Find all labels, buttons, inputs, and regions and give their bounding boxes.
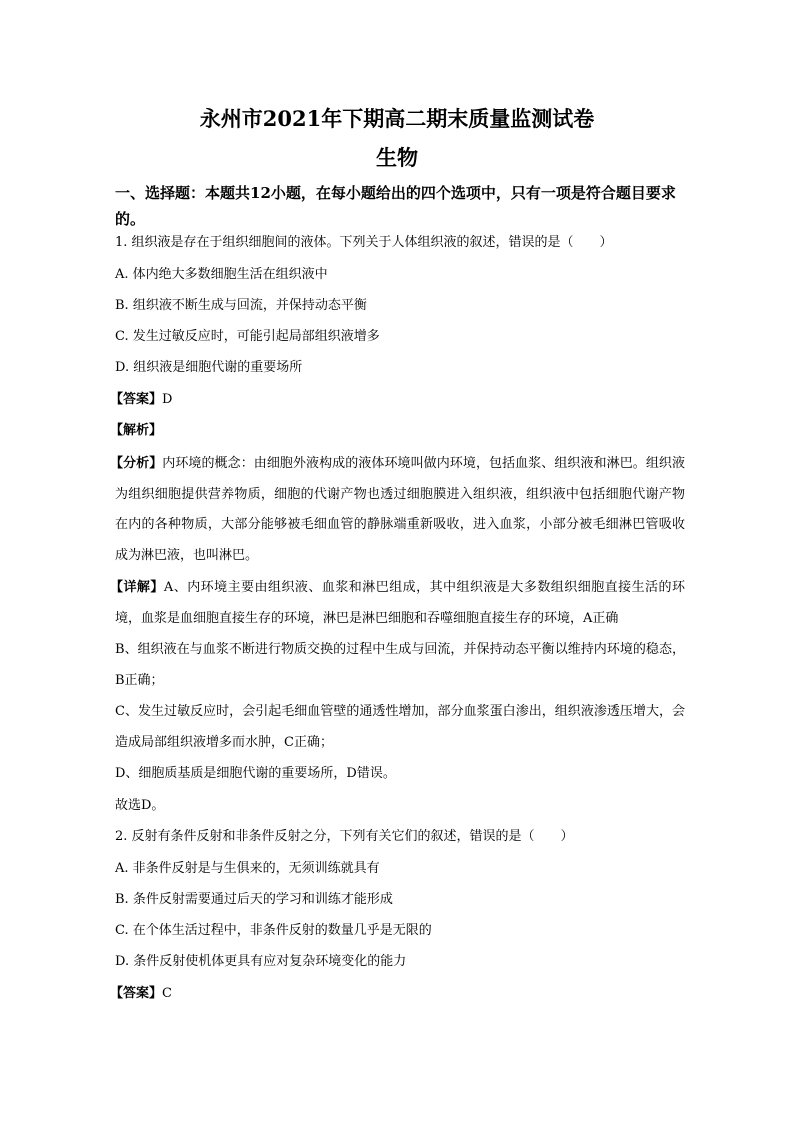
- question-1-xiangjie-c: C、发生过敏反应时，会引起毛细血管壁的通透性增加，部分血浆蛋白渗出，组织液渗透压增大，会造成局部组织液增多而水肿，C正确；: [115, 704, 685, 750]
- page-title: 永州市2021年下期高二期末质量监测试卷: [199, 106, 595, 131]
- section-heading: 一、选择题：本题共12小题，在每小题给出的四个选项中，只有一项是符合题目要求的。: [115, 184, 676, 228]
- answer-label: 【答案】: [110, 392, 163, 407]
- question-1-stem: 1. 组织液是存在于组织细胞间的液体。下列关于人体组织液的叙述，错误的是（ ）: [115, 235, 613, 250]
- question-1-xiangjie-a: [110, 573, 685, 634]
- question-1-option-d: D. 组织液是细胞代谢的重要场所: [115, 360, 303, 375]
- answer-label: 【答案】: [110, 986, 163, 1001]
- page-subtitle: 生物: [376, 145, 418, 170]
- fenxi-label: 【分析】: [110, 456, 163, 471]
- question-2-option-a: A. 非条件反射是与生俱来的，无须训练就具有: [115, 861, 380, 876]
- question-1-xiangjie-b: B、组织液在与血浆不断进行物质交换的过程中生成与回流，并保持动态平衡以维持内环境的稳态，B正确；: [115, 642, 685, 688]
- question-1-option-a: A. 体内绝大多数细胞生活在组织液中: [115, 267, 328, 282]
- question-1-conclusion: 故选D。: [115, 798, 165, 813]
- question-2-option-c: C. 在个体生活过程中，非条件反射的数量几乎是无限的: [115, 923, 432, 938]
- answer-value: C: [162, 986, 172, 1001]
- question-2-answer: [110, 984, 172, 1004]
- fenxi-text: 内环境的概念：由细胞外液构成的液体环境叫做内环境，包括血浆、组织液和淋巴。组织液为组织细胞提供营养物质，细胞的代谢产物也透过细胞膜进入组织液，组织液中包括细胞代谢产物在内的各种物质，大部分能够被毛细血管的静脉端重新吸收，进入血浆，小部分被毛细淋巴管吸收成为淋巴液，也叫淋巴。: [115, 456, 685, 563]
- question-1-option-b: B. 组织液不断生成与回流，并保持动态平衡: [115, 298, 367, 313]
- question-1-answer: [110, 390, 172, 410]
- question-1-analysis-label: 【解析】: [110, 423, 163, 438]
- question-1-xiangjie-d: D、细胞质基质是细胞代谢的重要场所，D错误。: [115, 766, 396, 781]
- xiangjie-a-text: A、内环境主要由组织液、血浆和淋巴组成，其中组织液是大多数组织细胞直接生活的环境，血浆是血细胞直接生存的环境，淋巴是淋巴细胞和吞噬细胞直接生存的环境，A正确: [115, 580, 685, 626]
- question-2-option-b: B. 条件反射需要通过后天的学习和训练才能形成: [115, 892, 393, 907]
- xiangjie-label: 【详解】: [110, 580, 164, 595]
- answer-value: D: [162, 392, 173, 407]
- question-2-stem: 2. 反射有条件反射和非条件反射之分，下列有关它们的叙述，错误的是（ ）: [115, 829, 574, 844]
- question-1-option-c: C. 发生过敏反应时，可能引起局部组织液增多: [115, 329, 380, 344]
- question-2-option-d: D. 条件反射使机体更具有应对复杂环境变化的能力: [115, 954, 407, 969]
- question-1-fenxi: [110, 449, 685, 571]
